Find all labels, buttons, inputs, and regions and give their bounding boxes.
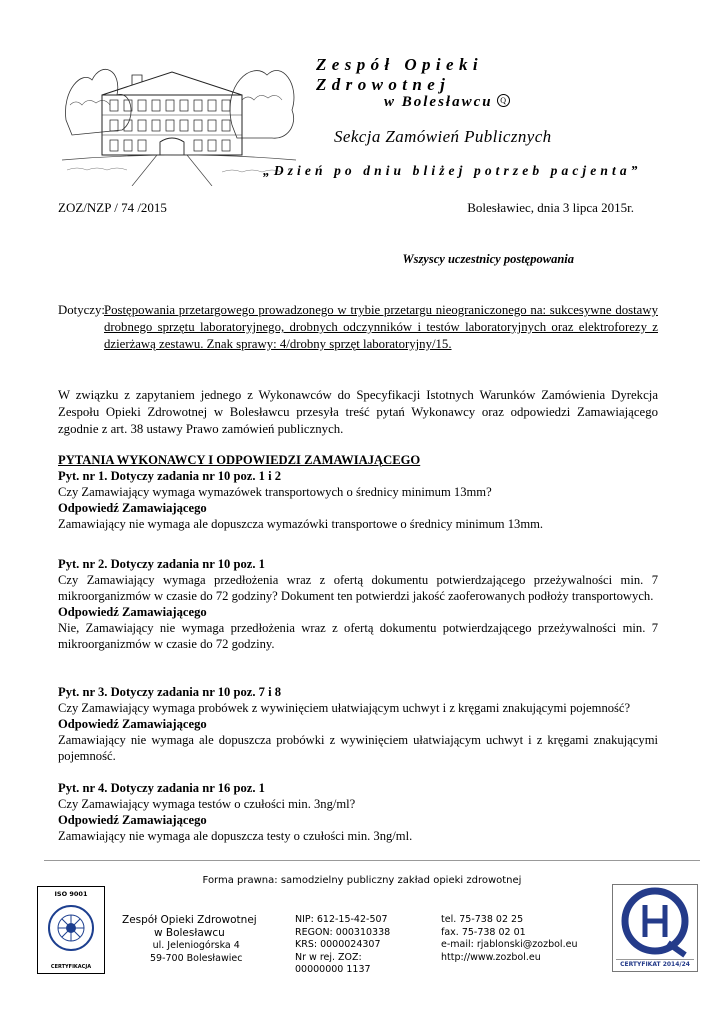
answer-text: Zamawiający nie wymaga ale dopuszcza probówki z wywinięciem ułatwiającym uchwyt i z kręgami znakującymi pojemność. bbox=[58, 733, 658, 763]
subject-block bbox=[58, 302, 658, 353]
quality-certificate-logo bbox=[612, 884, 698, 972]
legal-form: Forma prawna: samodzielny publiczny zakład opieki zdrowotnej bbox=[202, 875, 522, 886]
subject-label: Dotyczy: bbox=[58, 303, 105, 317]
answer-label: Odpowiedź Zamawiającego bbox=[58, 717, 207, 731]
question-text: Czy Zamawiający wymaga przedłożenia wraz z ofertą dokumentu potwierdzającego przeżywalności min. 7 mikroorganizmów w czasie do 72 godziny? Dokument ten potwierdzi jakość zaoferowanych podłoży transportowych. bbox=[58, 573, 658, 603]
answer-text: Nie, Zamawiający nie wymaga przedłożenia wraz z ofertą dokumentu potwierdzającego przeżywalności min. 7 mikroorganizmów w czasie do 72 godziny. bbox=[58, 621, 658, 651]
footer-identifiers bbox=[295, 914, 390, 977]
footer-nip: NIP: 612-15-42-507 bbox=[295, 914, 388, 925]
institution-location bbox=[384, 91, 510, 111]
footer-name-line1: Zespół Opieki Zdrowotnej bbox=[122, 914, 257, 926]
footer-krs: KRS: 0000024307 bbox=[295, 939, 381, 950]
question-text: Czy Zamawiający wymaga wymazówek transportowych o średnicy minimum 13mm? bbox=[58, 485, 492, 499]
qa-heading: PYTANIA WYKONAWCY I ODPOWIEDZI ZAMAWIAJĄCEGO bbox=[58, 453, 421, 467]
date-line: Bolesławiec, dnia 3 lipca 2015r. bbox=[467, 200, 634, 215]
answer-text: Zamawiający nie wymaga ale dopuszcza testy o czułości min. 3ng/ml. bbox=[58, 829, 413, 843]
question-title: Pyt. nr 2. Dotyczy zadania nr 10 poz. 1 bbox=[58, 557, 265, 571]
iso-label: ISO 9001 bbox=[54, 890, 88, 898]
institution-location-text: w Bolesławcu bbox=[384, 94, 493, 110]
footer-city: 59-700 Bolesławiec bbox=[150, 952, 243, 964]
footer-register-label: Nr w rej. ZOZ: bbox=[295, 951, 362, 963]
footer-contact bbox=[441, 914, 577, 964]
question-title: Pyt. nr 1. Dotyczy zadania nr 10 poz. 1 i 2 bbox=[58, 469, 282, 483]
iso-caption: CERTYFIKACJA bbox=[50, 964, 92, 970]
question-text: Czy Zamawiający wymaga testów o czułości min. 3ng/ml? bbox=[58, 797, 356, 811]
hospital-building-illustration bbox=[62, 50, 296, 186]
addressee: Wszyscy uczestnicy postępowania bbox=[402, 252, 574, 266]
section-title: Sekcja Zamówień Publicznych bbox=[334, 127, 552, 146]
q-mark-icon: Q bbox=[497, 91, 510, 106]
intro-paragraph: W związku z zapytaniem jednego z Wykonawców do Specyfikacji Istotnych Warunków Zamówienia Dyrekcja Zespołu Opieki Zdrowotnej w Bolesławcu przesyła treść pytań Wykonawcy oraz odpowiedzi Zamawiającego zgodnie z art. 38 ustawy Prawo zamówień publicznych. bbox=[58, 388, 658, 436]
footer-fax: fax. 75-738 02 01 bbox=[441, 926, 526, 938]
question-title: Pyt. nr 4. Dotyczy zadania nr 16 poz. 1 bbox=[58, 781, 265, 795]
footer-regon: REGON: 000310338 bbox=[295, 926, 391, 938]
footer-register-number: 00000000 1137 bbox=[295, 964, 371, 975]
footer-street: ul. Jeleniogórska 4 bbox=[152, 940, 240, 951]
answer-text: Zamawiający nie wymaga ale dopuszcza wymazówki transportowe o średnicy minimum 13mm. bbox=[58, 517, 544, 531]
footer-website: http://www.zozbol.eu bbox=[441, 951, 541, 963]
certification-seal-icon bbox=[38, 898, 104, 958]
answer-label: Odpowiedź Zamawiającego bbox=[58, 813, 207, 827]
q-certificate-icon bbox=[613, 885, 697, 959]
footer-name-line2: w Bolesławcu bbox=[153, 927, 225, 939]
qa-item bbox=[58, 780, 658, 844]
institution-title: Zespół Opieki Zdrowotnej bbox=[316, 55, 483, 94]
footer-institution-name bbox=[122, 914, 257, 940]
question-text: Czy Zamawiający wymaga probówek z wywinięciem ułatwiającym uchwyt i z kręgami znakującymi pojemność? bbox=[58, 701, 631, 715]
answer-label: Odpowiedź Zamawiającego bbox=[58, 605, 207, 619]
certificate-label: CERTYFIKAT 2014/24 bbox=[616, 959, 694, 968]
qa-item bbox=[58, 684, 658, 764]
qa-section bbox=[58, 452, 658, 532]
reference-number: ZOZ/NZP / 74 /2015 bbox=[58, 200, 167, 215]
qa-item bbox=[58, 468, 658, 532]
footer-divider bbox=[44, 860, 700, 861]
footer-email: e-mail: rjablonski@zozbol.eu bbox=[441, 939, 578, 950]
iso-9001-logo bbox=[37, 886, 105, 974]
footer-phone: tel. 75-738 02 25 bbox=[441, 914, 524, 925]
motto: „Dzień po dniu bliżej potrzeb pacjenta” bbox=[263, 163, 642, 178]
qa-item bbox=[58, 556, 658, 652]
question-title: Pyt. nr 3. Dotyczy zadania nr 10 poz. 7 i 8 bbox=[58, 685, 282, 699]
subject-text: Postępowania przetargowego prowadzonego w trybie przetargu nieograniczonego na: sukcesywne dostawy drobnego sprzętu laboratoryjnego, drobnych odczynników i testów laboratoryjnych oraz elektroforezy z dzierżawą zestawu. Znak sprawy: 4/drobny sprzęt laboratoryjny/15. bbox=[104, 303, 658, 351]
footer-address bbox=[150, 940, 242, 965]
answer-label: Odpowiedź Zamawiającego bbox=[58, 501, 207, 515]
